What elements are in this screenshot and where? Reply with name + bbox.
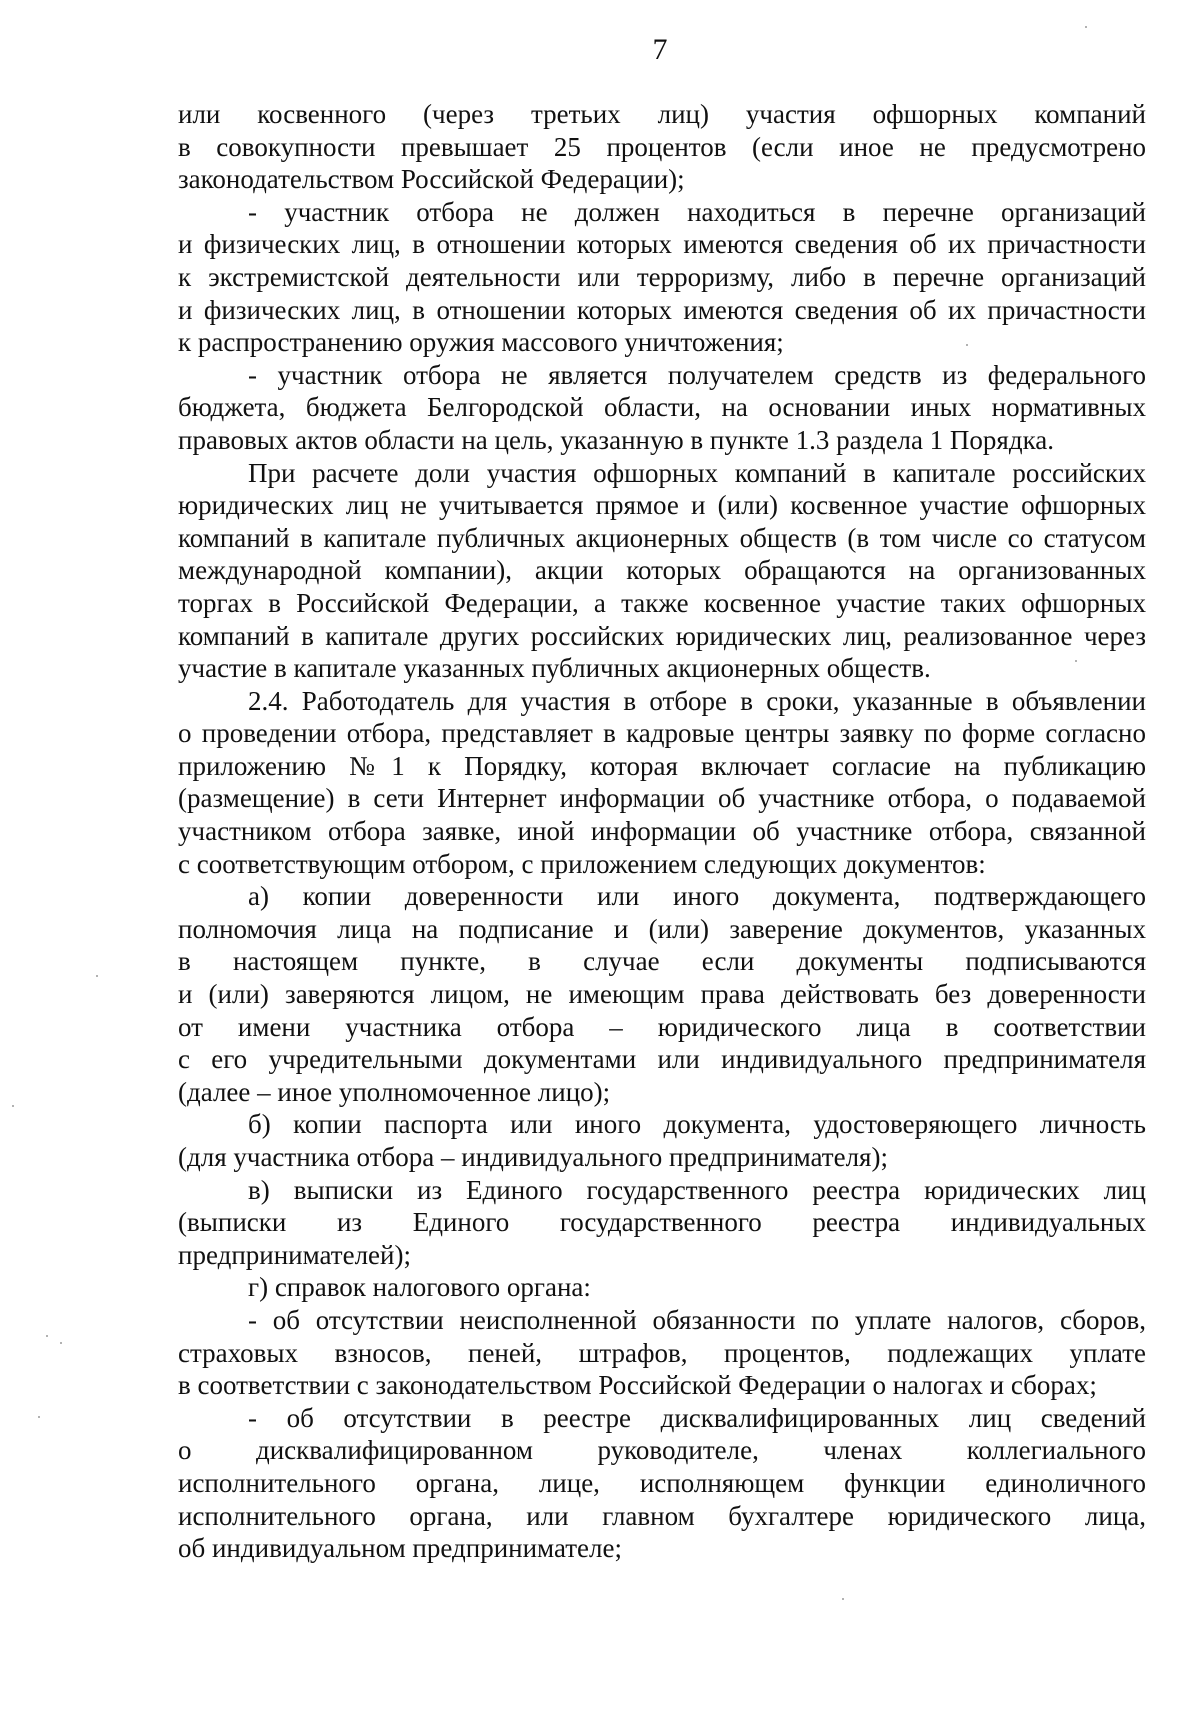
text-line: о проведении отбора, представляет в кадровые центры заявку по форме согласно (178, 718, 1146, 749)
text-line: к экстремистской деятельности или терроризму, либо в перечне организаций (178, 261, 1146, 292)
text-line: приложению №1 к Порядку, которая включает согласие на публикацию (178, 750, 1146, 781)
scan-speck (1075, 660, 1077, 662)
text-line: и (или) заверяются лицом, не имеющим права действовать без доверенности (178, 979, 1146, 1010)
text-line: с его учредительными документами или индивидуального предпринимателя (178, 1044, 1146, 1075)
text-line: законодательством Российской Федерации); (178, 164, 685, 195)
scan-speck (12, 1105, 14, 1107)
text-line: бюджета, бюджета Белгородской области, на основании иных нормативных (178, 392, 1146, 423)
scan-speck (1085, 26, 1087, 28)
text-line: от имени участника отбора – юридического лица в соответствии (178, 1011, 1146, 1042)
text-line: в соответствии с законодательством Российской Федерации о налогах и сборах; (178, 1370, 1097, 1401)
text-line: исполнительного органа, или главном бухгалтере юридического лица, (178, 1500, 1146, 1531)
text-line: о дисквалифицированном руководителе, членах коллегиального (178, 1435, 1146, 1466)
text-line: - об отсутствии в реестре дисквалифицированных лиц сведений (248, 1402, 1146, 1433)
text-line: в) выписки из Единого государственного реестра юридических лиц (248, 1174, 1146, 1205)
text-line: (размещение) в сети Интернет информации об участнике отбора, о подаваемой (178, 783, 1146, 814)
text-line: При расчете доли участия офшорных компаний в капитале российских (248, 457, 1146, 488)
text-line: к распространению оружия массового уничтожения; (178, 327, 784, 358)
document-body (178, 98, 1146, 1565)
text-line: полномочия лица на подписание и (или) заверение документов, указанных (178, 913, 1146, 944)
text-line: об индивидуальном предпринимателе; (178, 1533, 622, 1564)
text-line: - участник отбора не должен находиться в перечне организаций (248, 196, 1146, 227)
text-line: (для участника отбора – индивидуального предпринимателя); (178, 1142, 888, 1172)
text-line: компаний в капитале публичных акционерных обществ (в том числе со статусом (178, 522, 1146, 553)
scan-speck (842, 1598, 844, 1600)
text-line: юридических лиц не учитывается прямое и (или) косвенное участие офшорных (178, 490, 1146, 521)
text-line: 2.4. Работодатель для участия в отборе в сроки, указанные в объявлении (248, 685, 1146, 716)
text-line: (выписки из Единого государственного реестра индивидуальных (178, 1207, 1146, 1238)
scan-speck (60, 1342, 62, 1344)
text-line: и физических лиц, в отношении которых имеются сведения об их причастности (178, 294, 1146, 325)
text-line: страховых взносов, пеней, штрафов, процентов, подлежащих уплате (178, 1337, 1146, 1368)
text-line: исполнительного органа, лице, исполняющем функции единоличного (178, 1467, 1146, 1498)
text-line: - об отсутствии неисполненной обязанности по уплате налогов, сборов, (248, 1304, 1146, 1335)
text-line: в настоящем пункте, в случае если документы подписываются (178, 946, 1146, 977)
text-line: торгах в Российской Федерации, а также косвенное участие таких офшорных (178, 587, 1146, 618)
text-line: (далее – иное уполномоченное лицо); (178, 1076, 611, 1107)
text-line: международной компании), акции которых обращаются на организованных (178, 555, 1146, 586)
text-line: участие в капитале указанных публичных акционерных обществ. (178, 653, 931, 684)
text-line: компаний в капитале других российских юридических лиц, реализованное через (178, 620, 1146, 651)
text-line: б) копии паспорта или иного документа, удостоверяющего личность (248, 1109, 1146, 1140)
text-line: в совокупности превышает 25 процентов (если иное не предусмотрено (178, 131, 1146, 162)
scan-speck (38, 1416, 40, 1418)
text-line: а) копии доверенности или иного документа, подтверждающего (248, 881, 1146, 912)
scan-speck (96, 975, 98, 977)
text-line: с соответствующим отбором, с приложением следующих документов: (178, 848, 986, 879)
text-line: правовых актов области на цель, указанную в пункте 1.3 раздела 1 Порядка. (178, 424, 1055, 455)
text-line: и физических лиц, в отношении которых имеются сведения об их причастности (178, 229, 1146, 260)
scan-speck (966, 344, 968, 346)
text-line: или косвенного (через третьих лиц) участия офшорных компаний (178, 99, 1146, 129)
page-number: 7 (652, 33, 668, 66)
scan-speck (46, 1335, 48, 1337)
text-line: предпринимателей); (178, 1239, 411, 1270)
text-line: участником отбора заявке, иной информации об участнике отбора, связанной (178, 816, 1146, 847)
text-line: - участник отбора не является получателем средств из федерального (248, 359, 1146, 390)
text-line: г) справок налогового органа: (248, 1272, 591, 1303)
